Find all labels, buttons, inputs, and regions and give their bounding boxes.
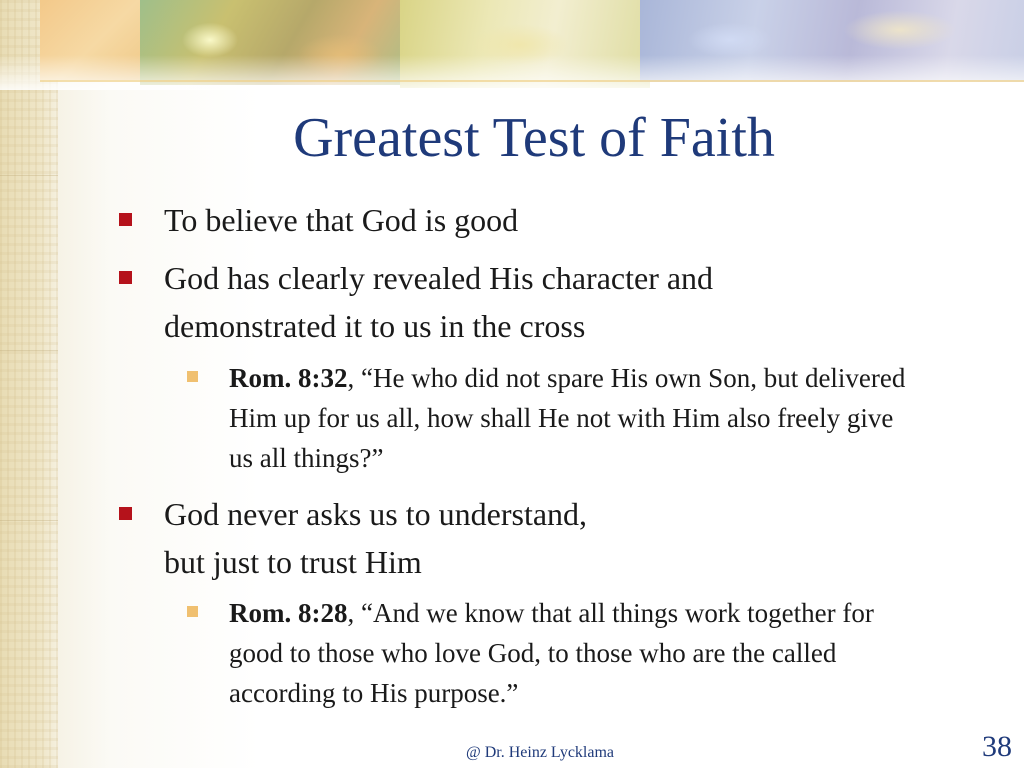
- bullet-item: [164, 254, 884, 350]
- scripture-reference: Rom. 8:28: [229, 598, 348, 628]
- scripture-quote: , “And we know that all things work together for good to those who love God, to those who are the called according to His purpose.”: [229, 598, 874, 708]
- sub-bullet-item: [229, 593, 929, 713]
- scripture-reference: Rom. 8:32: [229, 363, 348, 393]
- gold-square-bullet-icon: [187, 371, 198, 382]
- strip-seam: [0, 350, 58, 351]
- bullet-item: [164, 490, 884, 586]
- red-square-bullet-icon: [119, 507, 132, 520]
- sub-bullet-item: [229, 358, 919, 478]
- strip-seam: [0, 175, 58, 176]
- strip-seam: [0, 520, 58, 521]
- banner-fade: [0, 55, 1024, 90]
- scripture-quote: , “He who did not spare His own Son, but delivered Him up for us all, how shall He not with Him also freely give us all things?”: [229, 363, 906, 473]
- bullet-text-line-2: but just to trust Him: [164, 544, 422, 580]
- red-square-bullet-icon: [119, 213, 132, 226]
- bullet-text-line-1: God never asks us to understand,: [164, 496, 588, 532]
- bullet-text: To believe that God is good: [164, 202, 519, 238]
- red-square-bullet-icon: [119, 271, 132, 284]
- page-number: 38: [982, 730, 1012, 763]
- bullet-text: God has clearly revealed His character and demonstrated it to us in the cross: [164, 260, 714, 344]
- footer-author: @ Dr. Heinz Lycklama: [465, 744, 615, 761]
- slide-title: Greatest Test of Faith: [293, 107, 775, 169]
- banner-underline: [40, 80, 1024, 82]
- gold-square-bullet-icon: [187, 606, 198, 617]
- decorative-banner: [0, 0, 1024, 88]
- bullet-item: [164, 196, 924, 244]
